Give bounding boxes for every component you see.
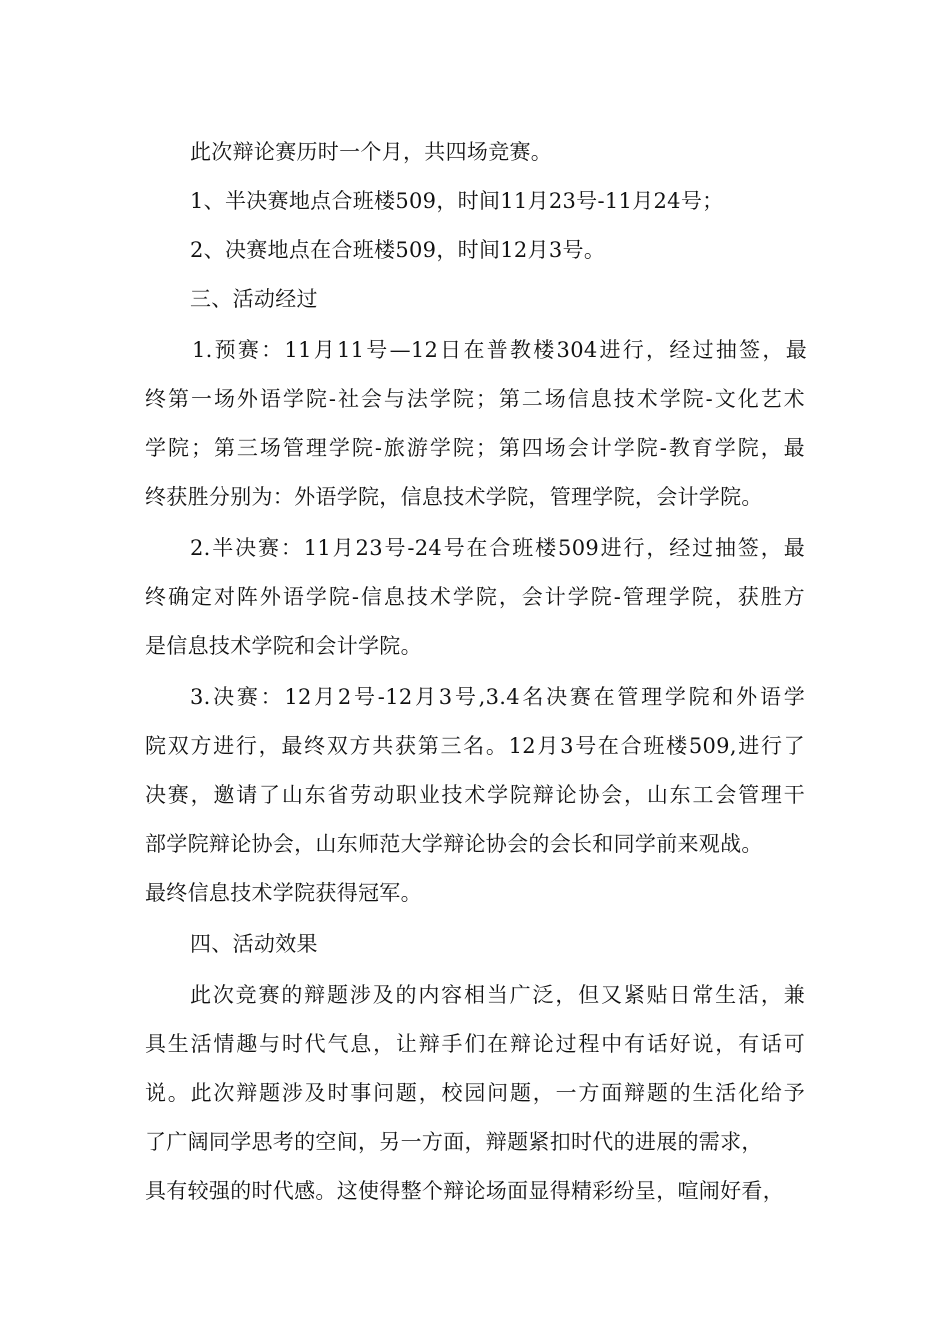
list-item-semifinal-venue: 1、半决赛地点合班楼509，时间11月23号-11月24号；	[190, 189, 724, 213]
paragraph-effect-line: 具生活情趣与时代气息，让辩手们在辩论过程中有话好说，有话可	[145, 1032, 805, 1056]
list-item-final-venue: 2、决赛地点在合班楼509，时间12月3号。	[190, 238, 606, 262]
paragraph-effect-line: 说。此次辩题涉及时事问题，校园问题，一方面辩题的生活化给予	[145, 1081, 805, 1105]
paragraph-effect-line: 了广阔同学思考的空间，另一方面，辩题紧扣时代的进展的需求，	[145, 1130, 763, 1154]
paragraph-preliminary-line: 学院；第三场管理学院-旅游学院；第四场会计学院-教育学院，最	[145, 436, 805, 460]
paragraph-semifinal-line: 2.半决赛：11月23号-24号在合班楼509进行，经过抽签，最	[190, 536, 805, 560]
paragraph-final-line: 3.决赛：12月2号-12月3号,3.4名决赛在管理学院和外语学	[190, 685, 805, 709]
paragraph-final-line: 决赛，邀请了山东省劳动职业技术学院辩论协会，山东工会管理干	[145, 783, 805, 807]
paragraph-intro: 此次辩论赛历时一个月，共四场竞赛。	[190, 140, 553, 164]
paragraph-effect-line: 此次竞赛的辩题涉及的内容相当广泛，但又紧贴日常生活，兼	[190, 983, 805, 1007]
section-heading-activity-process: 三、活动经过	[190, 287, 318, 311]
paragraph-semifinal-line: 是信息技术学院和会计学院。	[145, 634, 422, 658]
paragraph-preliminary-line: 1.预赛：11月11号—12日在普教楼304进行，经过抽签，最	[192, 338, 807, 362]
paragraph-semifinal-line: 终确定对阵外语学院-信息技术学院，会计学院-管理学院，获胜方	[145, 585, 805, 609]
paragraph-final-line: 部学院辩论协会，山东师范大学辩论协会的会长和同学前来观战。	[145, 832, 763, 856]
paragraph-preliminary-line: 终第一场外语学院-社会与法学院；第二场信息技术学院-文化艺术	[145, 387, 805, 411]
paragraph-effect-line: 具有较强的时代感。这使得整个辩论场面显得精彩纷呈，喧闹好看，	[145, 1179, 784, 1203]
section-heading-activity-effect: 四、活动效果	[190, 932, 318, 956]
paragraph-final-line: 院双方进行，最终双方共获第三名。12月3号在合班楼509,进行了	[145, 734, 805, 758]
paragraph-final-line: 最终信息技术学院获得冠军。	[145, 881, 422, 905]
paragraph-preliminary-line: 终获胜分别为：外语学院，信息技术学院，管理学院，会计学院。	[145, 485, 763, 509]
